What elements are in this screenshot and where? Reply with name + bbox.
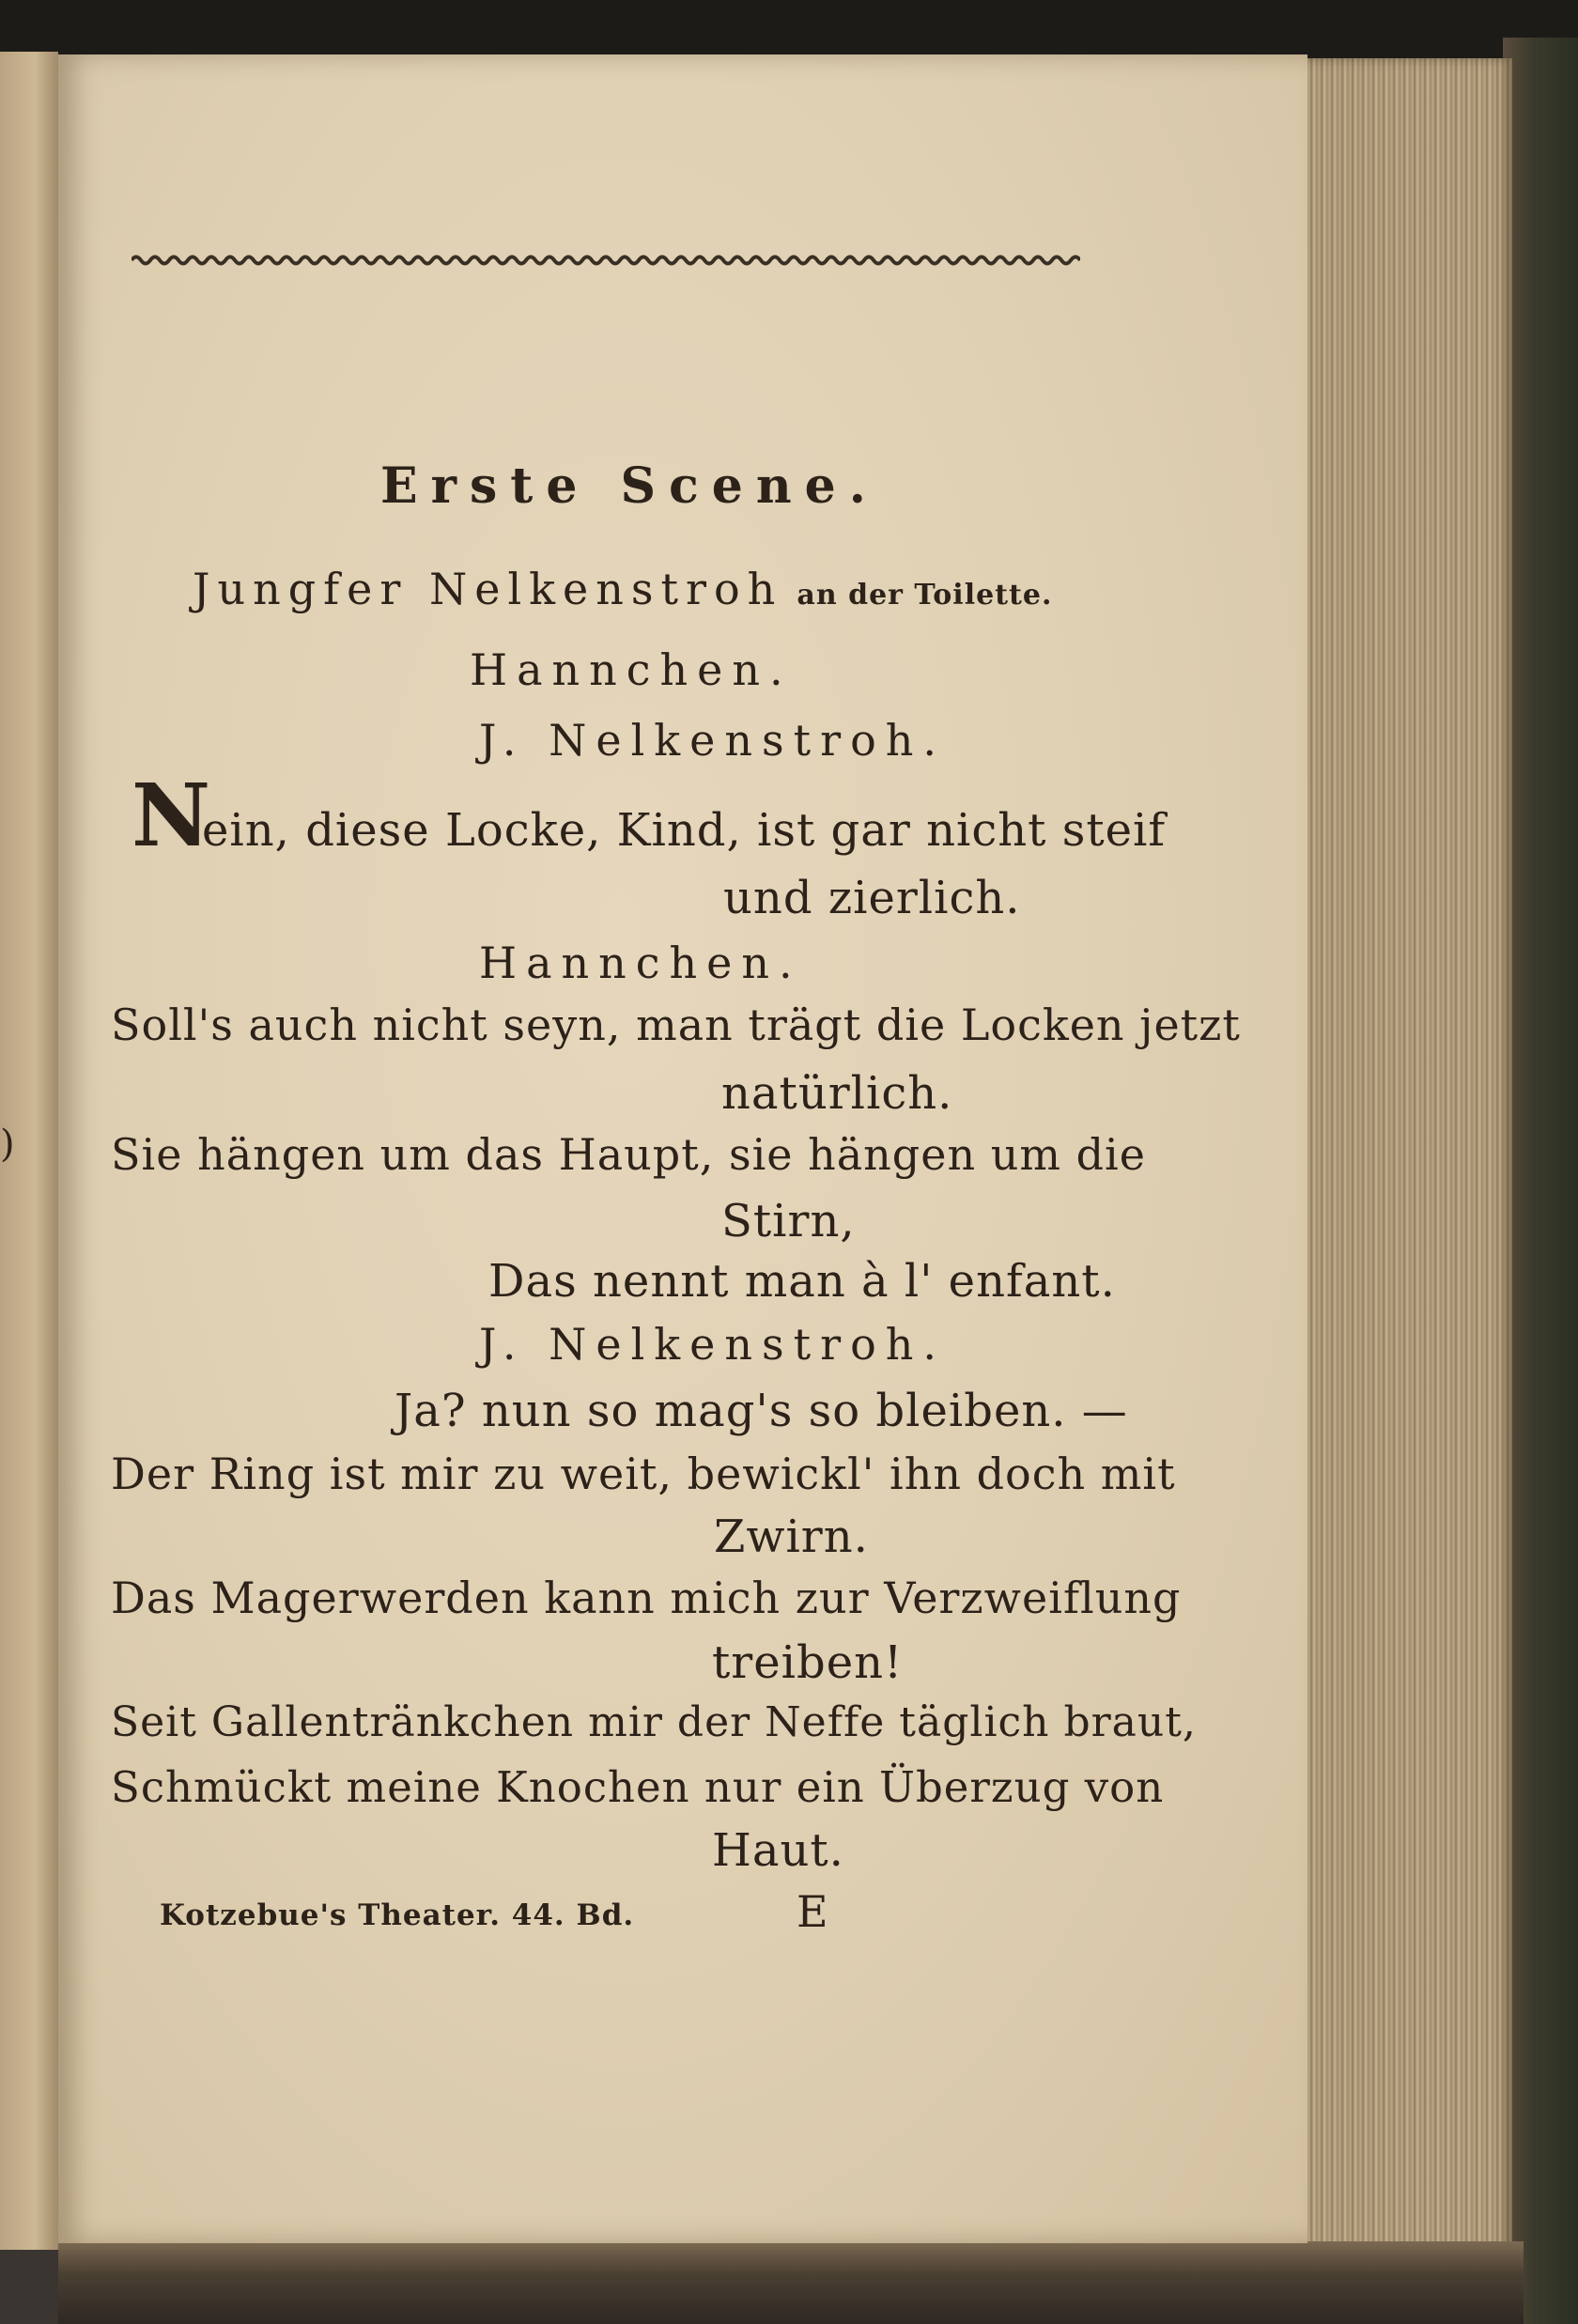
scene-title: Erste Scene. bbox=[380, 457, 879, 515]
page-fore-edge bbox=[1296, 58, 1512, 2275]
speaker-nelkenstroh: J. Nelkenstroh. bbox=[479, 715, 947, 766]
verse-line: Ja? nun so mag's so bleiben. — bbox=[394, 1385, 1128, 1437]
signature-mark: E bbox=[797, 1886, 828, 1937]
stage-direction-name: Jungfer Nelkenstroh bbox=[193, 564, 783, 614]
stage-direction-note: an der Toilette. bbox=[797, 579, 1053, 612]
book-cover-edge bbox=[1503, 38, 1578, 2324]
verse-line: Stirn, bbox=[721, 1195, 856, 1247]
verse-line: Sie hängen um das Haupt, sie hängen um die bbox=[111, 1129, 1146, 1180]
verse-line: Das Magerwerden kann mich zur Verzweiflung bbox=[111, 1573, 1182, 1623]
speaker-hannchen: Hannchen. bbox=[470, 644, 793, 695]
verse-line: ein, diese Locke, Kind, ist gar nicht steif bbox=[202, 804, 1167, 857]
left-margin-mark: ) bbox=[0, 1123, 15, 1166]
verse-line: natürlich. bbox=[721, 1067, 953, 1120]
verse-line: Der Ring ist mir zu weit, bewickl' ihn doch mit bbox=[111, 1449, 1176, 1499]
footer-source: Kotzebue's Theater. 44. Bd. bbox=[160, 1898, 635, 1932]
speaker-nelkenstroh: J. Nelkenstroh. bbox=[479, 1319, 947, 1370]
binding-top bbox=[0, 0, 1578, 58]
drop-cap: N bbox=[132, 765, 211, 866]
verse-line: treiben! bbox=[712, 1636, 904, 1689]
book-bottom-edge bbox=[58, 2241, 1524, 2324]
verse-line: Zwirn. bbox=[714, 1511, 869, 1563]
verse-line: Seit Gallentränkchen mir der Neffe täglich braut, bbox=[111, 1698, 1197, 1746]
stage-direction bbox=[193, 564, 1053, 614]
ornamental-rule bbox=[132, 252, 1080, 269]
verse-line: Das nennt man à l' enfant. bbox=[488, 1255, 1116, 1308]
verse-line: Soll's auch nicht seyn, man trägt die Locken jetzt bbox=[111, 999, 1241, 1050]
speaker-hannchen: Hannchen. bbox=[479, 937, 802, 988]
verse-line: Schmückt meine Knochen nur ein Überzug von bbox=[111, 1762, 1165, 1812]
verse-line: und zierlich. bbox=[723, 872, 1021, 924]
verse-line: Haut. bbox=[712, 1824, 844, 1877]
